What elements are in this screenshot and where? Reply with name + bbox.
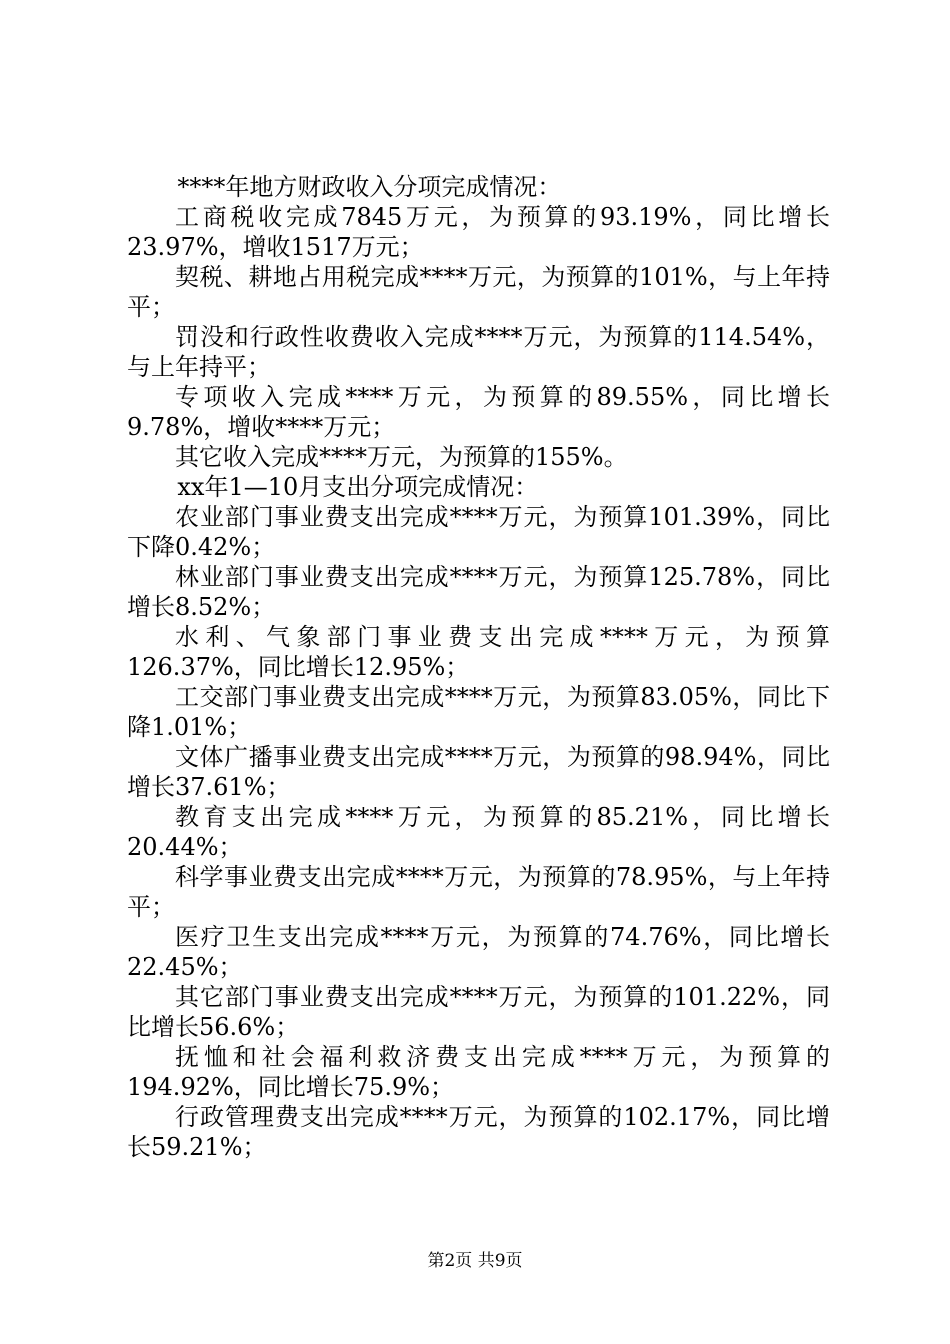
paragraph: 林业部门事业费支出完成****万元，为预算125.78%，同比增长8.52%； <box>127 563 830 621</box>
page-number-footer: 第2页 共9页 <box>427 1251 523 1271</box>
paragraph: 农业部门事业费支出完成****万元，为预算101.39%，同比下降0.42%； <box>127 503 830 561</box>
paragraph: 其它部门事业费支出完成****万元，为预算的101.22%，同比增长56.6%； <box>127 983 830 1041</box>
paragraph: 契税、耕地占用税完成****万元，为预算的101%，与上年持平； <box>127 263 830 321</box>
section-heading-expenditure: xx年1—10月支出分项完成情况： <box>177 473 539 501</box>
paragraph: 工商税收完成7845万元，为预算的93.19%，同比增长23.97%，增收1517万元； <box>127 203 830 261</box>
paragraph: 罚没和行政性收费收入完成****万元，为预算的114.54%，与上年持平； <box>127 323 830 381</box>
paragraph: 行政管理费支出完成****万元，为预算的102.17%，同比增长59.21%； <box>127 1103 830 1161</box>
paragraph: 水利、气象部门事业费支出完成****万元，为预算126.37%，同比增长12.95%； <box>127 623 830 681</box>
paragraph: 科学事业费支出完成****万元，为预算的78.95%，与上年持平； <box>127 863 830 921</box>
document-body <box>127 172 830 1162</box>
paragraph: 专项收入完成****万元，为预算的89.55%，同比增长9.78%，增收****万元； <box>127 383 830 441</box>
paragraph: 文体广播事业费支出完成****万元，为预算的98.94%，同比增长37.61%； <box>127 743 830 801</box>
section-heading-revenue: ****年地方财政收入分项完成情况： <box>177 173 562 201</box>
paragraph: 教育支出完成****万元，为预算的85.21%，同比增长20.44%； <box>127 803 830 861</box>
paragraph: 抚恤和社会福利救济费支出完成****万元，为预算的194.92%，同比增长75.9%； <box>127 1043 830 1101</box>
paragraph: 工交部门事业费支出完成****万元，为预算83.05%，同比下降1.01%； <box>127 683 830 741</box>
paragraph: 其它收入完成****万元，为预算的155%。 <box>175 443 628 471</box>
paragraph: 医疗卫生支出完成****万元，为预算的74.76%，同比增长22.45%； <box>127 923 830 981</box>
